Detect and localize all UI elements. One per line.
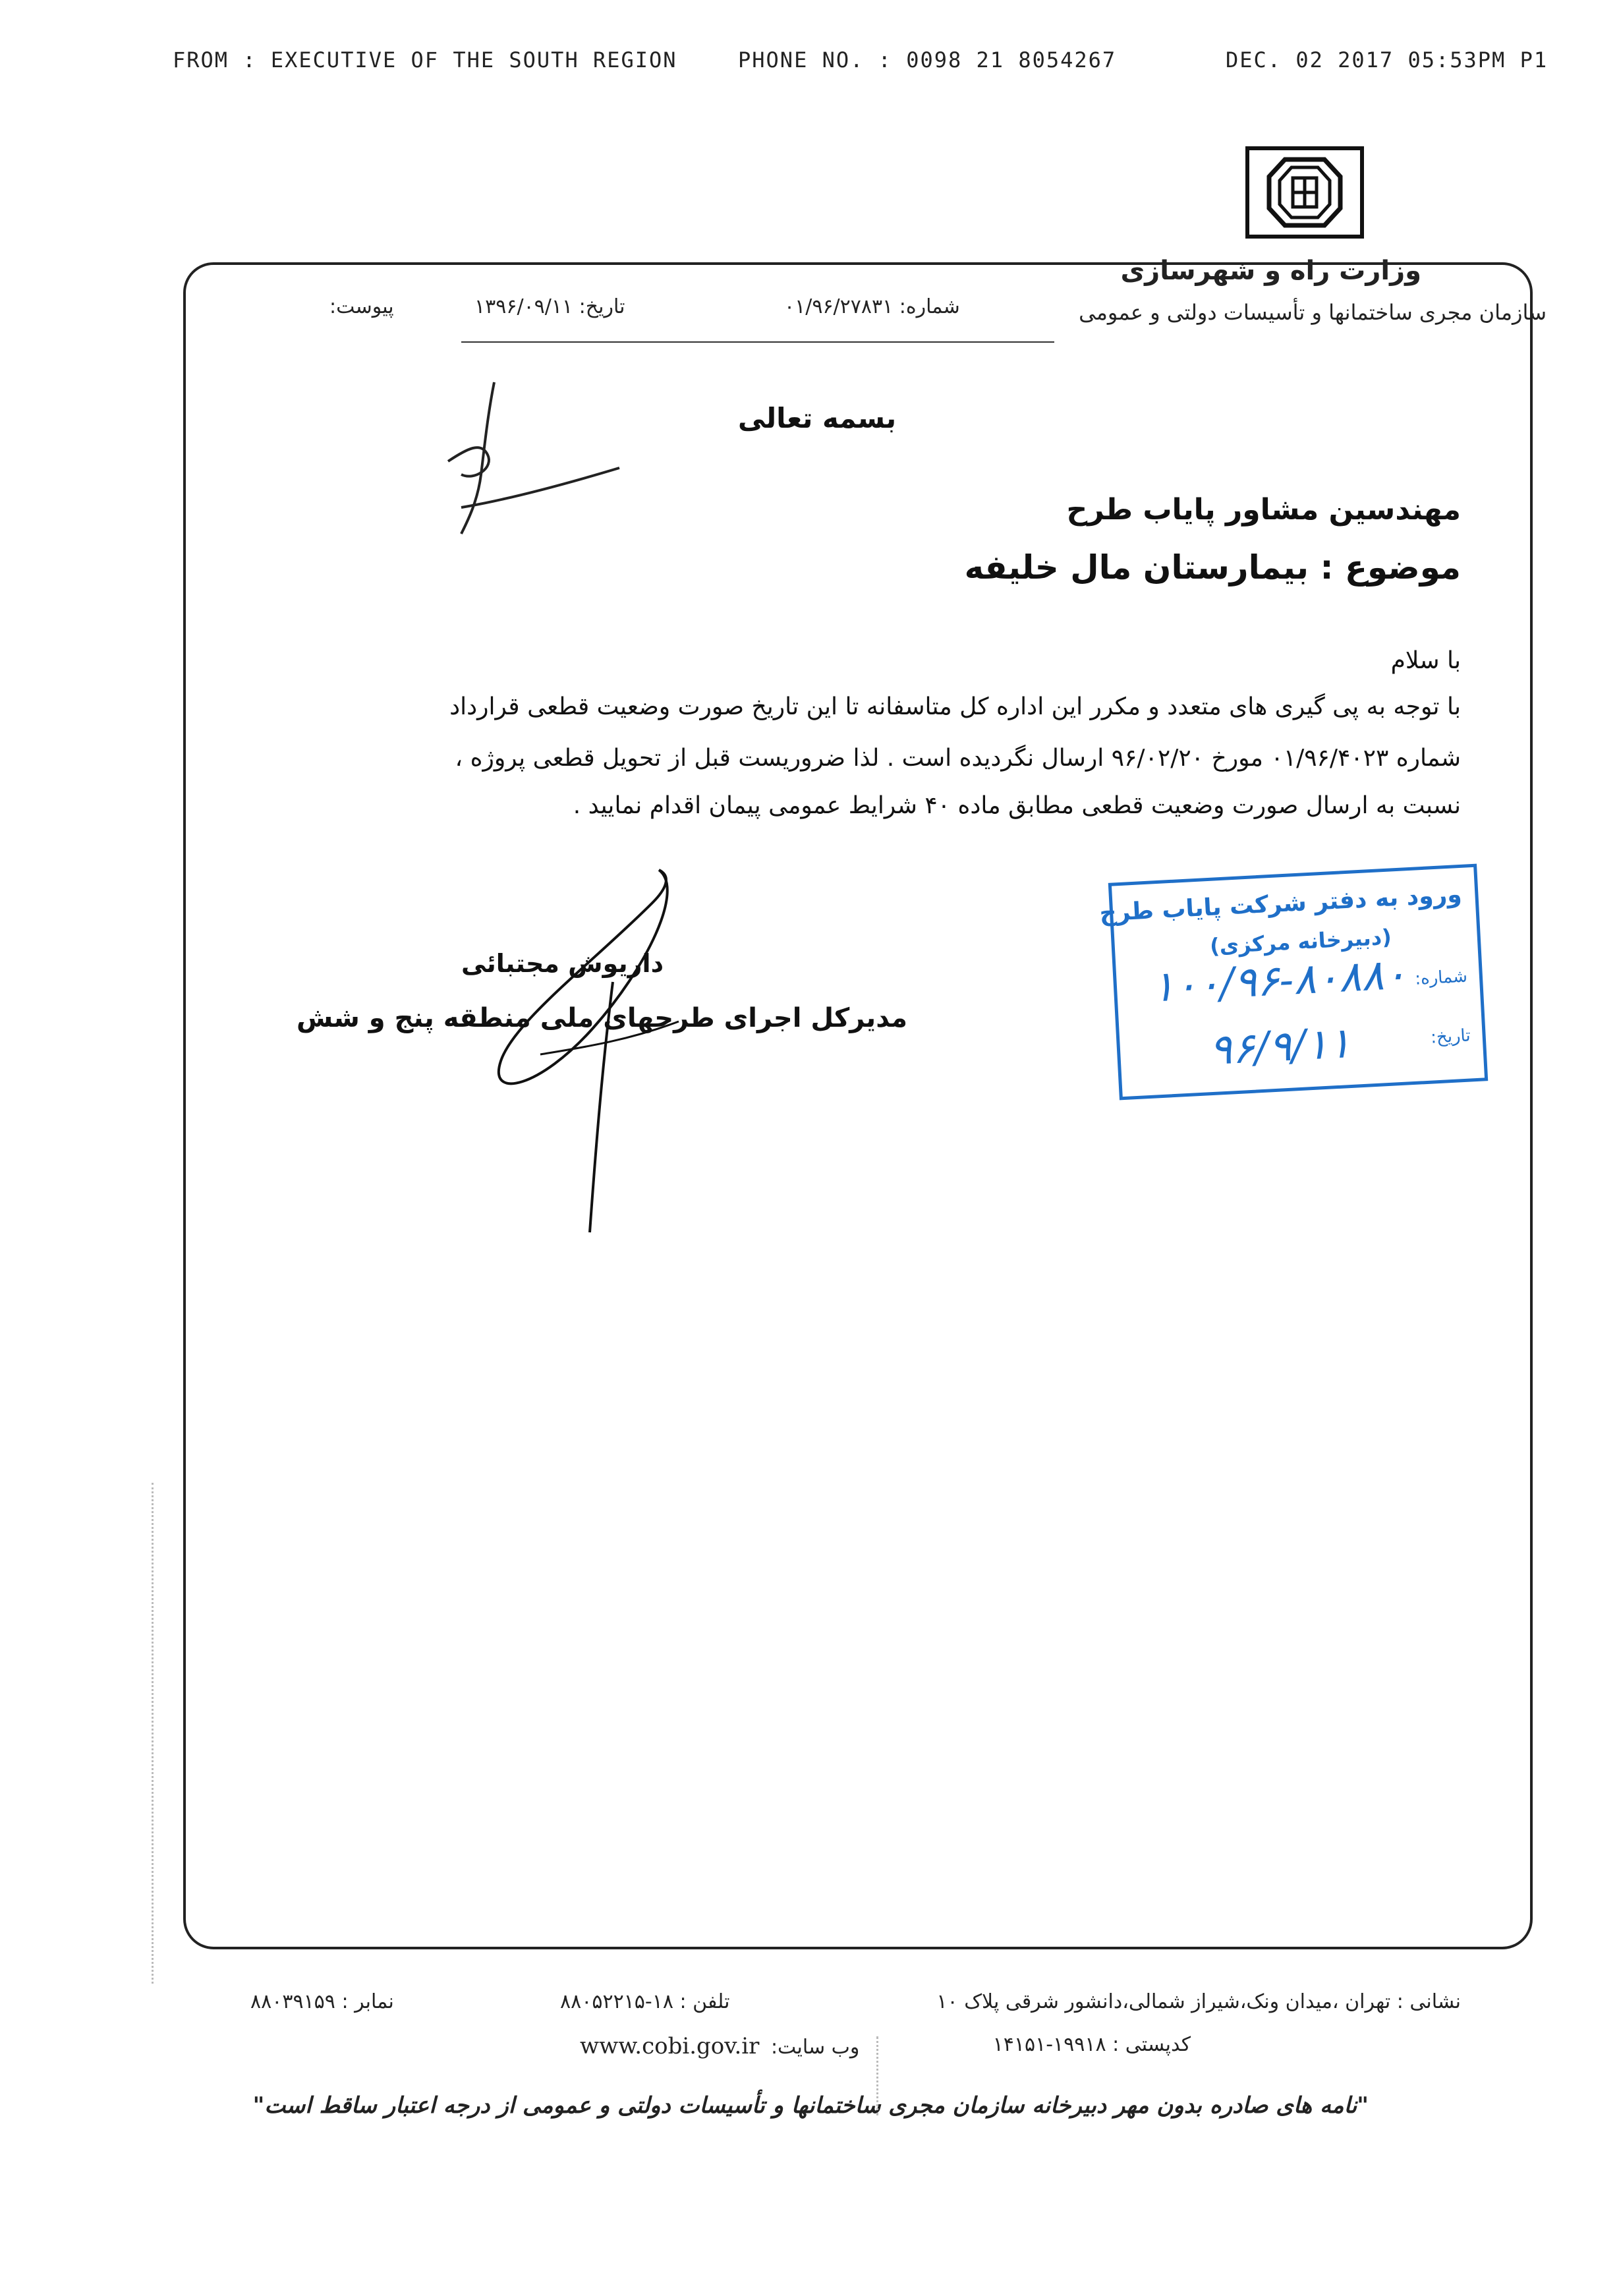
footer-address: نشانی : تهران ،میدان ونک،شیراز شمالی،دانشور شرقی پلاک ۱۰: [936, 1990, 1461, 2013]
greeting: با سلام: [1390, 647, 1461, 674]
fax-header: [0, 47, 1619, 80]
signer-name: داریوش مجتبائی: [461, 949, 664, 978]
ministry-emblem-icon: [1245, 146, 1364, 239]
body-line: با توجه به پی گیری های متعدد و مکرر این اداره کل متاسفانه تا این تاریخ صورت وضعیت قطعی قرارداد: [449, 693, 1461, 720]
footer-website: [580, 2033, 859, 2059]
letter-date: تاریخ: ۱۳۹۶/۰۹/۱۱: [474, 295, 625, 318]
footer-fax: نمابر : ۸۸۰۳۹۱۵۹: [250, 1990, 394, 2013]
scan-artifact: [152, 1483, 159, 1984]
body-line: نسبت به ارسال صورت وضعیت قطعی مطابق ماده ۴۰ شرایط عمومی پیمان اقدام نمایید .: [573, 792, 1461, 819]
fax-phone: PHONE NO. : 0098 21 8054267: [738, 47, 1117, 72]
handwritten-initial: [422, 376, 633, 547]
stamp-subtitle: (دبیرخانه مرکزی): [1209, 924, 1392, 959]
received-stamp: [1098, 864, 1489, 1101]
letter-number: شماره: ۰۱/۹۶/۲۷۸۳۱: [784, 295, 960, 318]
signer-title: مدیرکل اجرای طرحهای ملی منطقه پنج و شش: [297, 1003, 908, 1033]
stamp-number: ۱۰۰/۹۶-۸۰۸۸۰: [1150, 950, 1408, 1012]
letter-attachment: پیوست:: [329, 295, 394, 318]
footer-phone: تلفن : ۱۸-۸۸۰۵۲۲۱۵: [560, 1990, 730, 2013]
website-label: وب سایت:: [770, 2036, 860, 2059]
header-divider: [461, 341, 1054, 343]
stamp-date-label: تاریخ:: [1430, 1025, 1471, 1048]
footer-notice: "نامه های صادره بدون مهر دبیرخانه سازمان مجری ساختمانها و تأسیسات دولتی و عمومی از درجه اعتبار ساقط است": [252, 2092, 1369, 2119]
fax-from: FROM : EXECUTIVE OF THE SOUTH REGION: [173, 47, 677, 72]
website-url: www.cobi.gov.ir: [580, 2033, 760, 2059]
stamp-date: ۹۶/۹/۱۱: [1208, 1018, 1352, 1076]
body-line: شماره ۰۱/۹۶/۴۰۲۳ مورخ ۹۶/۰۲/۲۰ ارسال نگردیده است . لذا ضروریست قبل از تحویل قطعی پروژه ،: [455, 745, 1461, 772]
ministry-name: وزارت راه و شهرسازی: [1120, 256, 1421, 286]
agency-name: سازمان مجری ساختمانها و تأسیسات دولتی و عمومی: [1079, 300, 1547, 325]
handwritten-signature: [461, 863, 738, 1272]
basmala: بسمه تعالی: [737, 402, 897, 434]
scan-artifact: [876, 2036, 898, 2115]
stamp-title: ورود به دفتر شرکت پایاب طرح: [1098, 880, 1463, 927]
fax-datetime: DEC. 02 2017 05:53PM P1: [1226, 47, 1548, 72]
subject: موضوع : بیمارستان مال خلیفه: [964, 548, 1461, 587]
stamp-number-label: شماره:: [1414, 966, 1468, 989]
footer-postal: کدپستی : ۱۹۹۱۸-۱۴۱۵۱: [992, 2033, 1191, 2056]
recipient: مهندسین مشاور پایاب طرح: [1066, 493, 1461, 527]
